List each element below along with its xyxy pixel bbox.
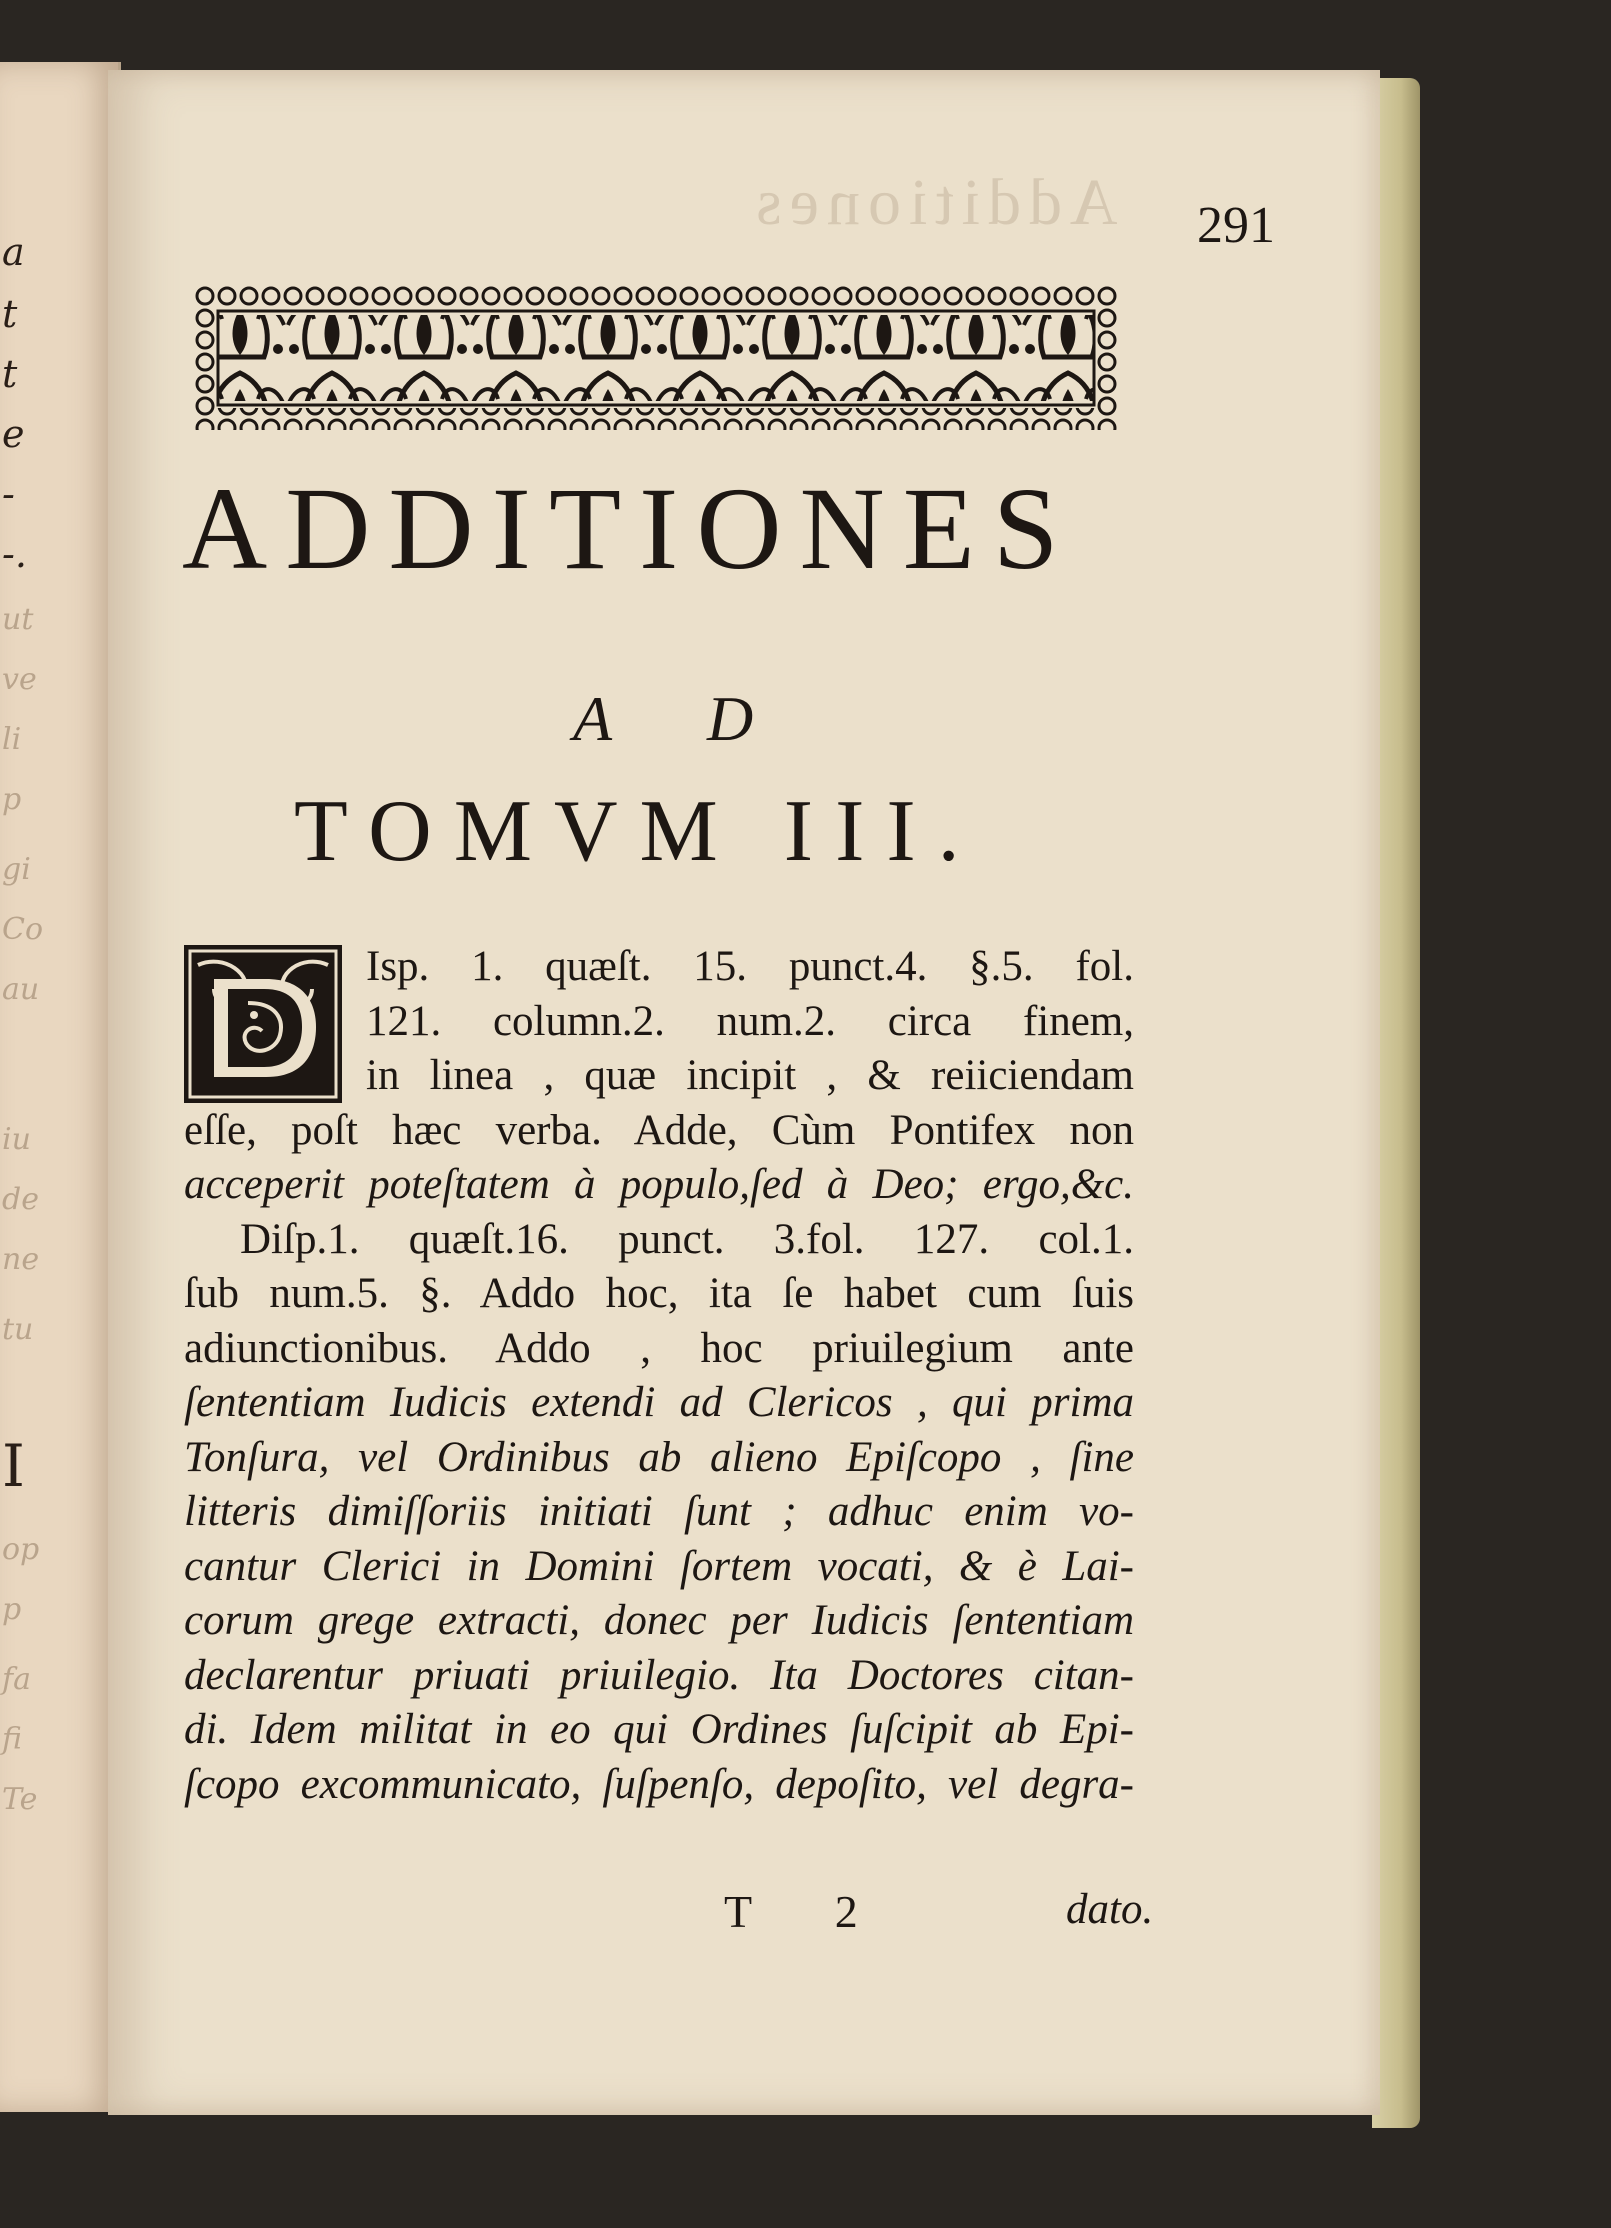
show-through-text: Additiones <box>748 166 1118 239</box>
facing-glyph: -. <box>2 532 27 576</box>
facing-glyph: a <box>2 230 25 274</box>
book-page <box>108 70 1380 2115</box>
ornamental-headpiece <box>194 285 1118 430</box>
title-connector: A D <box>573 683 794 754</box>
facing-faint-glyph: li <box>2 722 22 757</box>
text-line: Diſp.1. quæſt.16. punct. 3.fol. 127. col.1. <box>240 1215 1134 1263</box>
facing-faint-glyph: gi <box>2 852 31 887</box>
facing-faint-glyph: Co <box>2 912 44 947</box>
text-line: ſcopo excommunicato, ſuſpenſo, depoſito, vel degra- <box>184 1760 1134 1808</box>
text-line: declarentur priuati priuilegio. Ita Doctores citan- <box>184 1651 1134 1699</box>
signature-mark: T 2 <box>724 1886 894 1937</box>
facing-faint-glyph: iu <box>2 1122 31 1157</box>
text-line: 121. column.2. num.2. circa finem, <box>366 997 1134 1045</box>
page-title: ADDITIONES <box>182 463 1077 594</box>
facing-faint-glyph: ut <box>2 602 34 637</box>
catchword: dato. <box>1066 1886 1154 1933</box>
facing-glyph: I <box>2 1432 25 1500</box>
text-line: acceperit poteſtatem à populo,ſed à Deo; ergo,&c. <box>184 1161 1134 1208</box>
facing-faint-glyph: de <box>2 1182 39 1217</box>
text-line: eſſe, poſt hæc verba. Adde, Cùm Pontifex non <box>184 1106 1134 1154</box>
facing-faint-glyph: tu <box>2 1312 34 1347</box>
volume-title: TOMVM III. <box>294 783 982 880</box>
text-line: di. Idem militat in eo qui Ordines ſuſcipit ab Epi- <box>184 1706 1134 1753</box>
facing-faint-glyph: Te <box>2 1782 38 1817</box>
facing-faint-glyph: p <box>2 782 22 817</box>
text-line: corum grege extracti, donec per Iudicis ſententiam <box>184 1597 1134 1644</box>
text-line: ſub num.5. §. Addo hoc, ita ſe habet cum ſuis <box>184 1270 1134 1317</box>
text-line: cantur Clerici in Domini ſortem vocati, & è Lai- <box>184 1542 1134 1590</box>
facing-faint-glyph: op <box>2 1532 40 1567</box>
facing-faint-glyph: ne <box>2 1242 40 1277</box>
facing-glyph: - <box>2 472 15 516</box>
text-line: in linea , quæ incipit , & reiiciendam <box>366 1052 1134 1099</box>
text-line: Tonſura, vel Ordinibus ab alieno Epiſcopo , ſine <box>184 1433 1134 1481</box>
facing-glyph: e <box>2 412 25 456</box>
text-line: Isp. 1. quæſt. 15. punct.4. §.5. fol. <box>366 943 1134 990</box>
facing-faint-glyph: ve <box>2 662 37 697</box>
facing-page-text <box>0 62 118 2112</box>
facing-glyph: t <box>2 352 18 396</box>
text-line: ſententiam Iudicis extendi ad Clericos , qui prima <box>184 1379 1134 1426</box>
facing-faint-glyph: p <box>2 1592 22 1627</box>
facing-faint-glyph: fa <box>2 1662 31 1697</box>
body-text <box>184 940 1134 1812</box>
text-line: litteris dimiſſoriis initiati ſunt ; adhuc enim vo- <box>184 1488 1134 1535</box>
facing-glyph: t <box>2 292 18 336</box>
page-number: 291 <box>1197 197 1275 254</box>
initial-letter: D <box>262 1037 264 1038</box>
facing-faint-glyph: au <box>2 972 40 1007</box>
text-line: adiunctionibus. Addo , hoc priuilegium ante <box>184 1324 1134 1372</box>
facing-page-edge <box>0 62 121 2112</box>
facing-faint-glyph: fi <box>2 1722 23 1757</box>
